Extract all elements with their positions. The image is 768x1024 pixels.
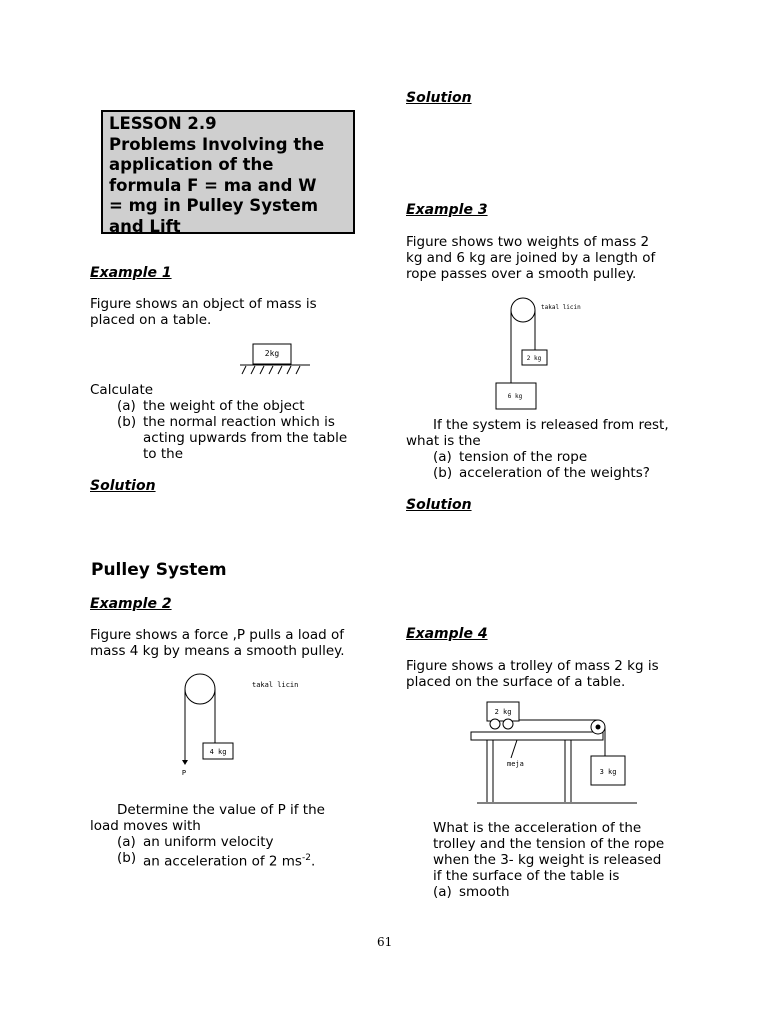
load-label: 4 kg [209, 748, 227, 756]
example4-questions [433, 820, 703, 900]
example2-text [90, 627, 345, 659]
lesson-number: LESSON 2.9 [109, 114, 217, 133]
question-part: (a) tension of the rope [433, 449, 588, 465]
example1-heading: Example 1 [90, 265, 172, 281]
calculate-label: Calculate [90, 382, 154, 398]
solution-heading: Solution [406, 90, 472, 106]
lesson-title-line: = mg in Pulley System [109, 196, 319, 215]
lesson-title-line: formula F = ma and W [109, 175, 317, 195]
question-line: What is the acceleration of the [433, 820, 642, 836]
large-mass-label: 6 kg [507, 393, 523, 400]
question-line: trolley and the tension of the rope [433, 836, 665, 852]
example1-text-line: Figure shows an object of mass is [90, 296, 317, 312]
small-mass-label: 2 kg [526, 355, 542, 362]
question-part: (b) the normal reaction which is acting upwards from the table to the [117, 414, 348, 462]
example4-heading: Example 4 [406, 626, 488, 642]
page-number: 61 [377, 935, 393, 949]
pulley-wheel [511, 298, 535, 322]
pulley-axle [596, 725, 601, 730]
example3-heading: Example 3 [406, 202, 488, 218]
example3-text-line: Figure shows two weights of mass 2 [406, 234, 650, 250]
hanging-weight-label: 3 kg [599, 768, 617, 776]
pulley-label: takal licin [541, 304, 581, 311]
determine-line: load moves with [90, 818, 201, 834]
lesson-title-line: Problems Involving the [109, 134, 325, 154]
release-line: what is the [406, 433, 481, 449]
example1-questions [90, 382, 370, 462]
example3-text [406, 234, 655, 282]
trolley-label: 2 kg [494, 708, 512, 716]
question-part: (b) acceleration of the weights? [433, 465, 650, 481]
table-top [471, 732, 603, 740]
example3-text-line: kg and 6 kg are joined by a length of [406, 250, 656, 266]
mass-block-label: 2kg [264, 349, 280, 358]
example2-heading: Example 2 [90, 596, 172, 612]
example4-text-line: placed on the surface of a table. [406, 674, 626, 690]
single-pulley-figure [170, 670, 299, 785]
example3-solution-heading: Solution [406, 497, 472, 513]
table-label: meja [507, 760, 524, 768]
example1-text-line: placed on a table. [90, 312, 212, 328]
trolley-wheel [503, 719, 513, 729]
question-part: (a) an uniform velocity [117, 834, 274, 850]
example2-text-line: mass 4 kg by means a smooth pulley. [90, 643, 345, 659]
example3-text-line: rope passes over a smooth pulley. [406, 266, 637, 282]
lesson-title-line: application of the [109, 155, 274, 174]
release-line: If the system is released from rest, [433, 417, 669, 433]
table-label-pointer [511, 740, 517, 758]
lesson-title-line: and Lift [109, 216, 181, 236]
example1-text [90, 296, 317, 328]
table-hatching [242, 366, 300, 374]
example4-text-line: Figure shows a trolley of mass 2 kg is [406, 658, 659, 674]
example1-solution-heading: Solution [90, 478, 156, 494]
question-line: if the surface of the table is [433, 868, 620, 884]
example2-text-line: Figure shows a force ,P pulls a load of [90, 627, 344, 643]
question-part: (b) an acceleration of 2 $ms^{-2}$. [117, 850, 316, 870]
determine-line: Determine the value of P if the [117, 802, 325, 818]
force-label: P [181, 769, 187, 777]
trolley-wheel [490, 719, 500, 729]
pulley-wheel [185, 674, 215, 704]
question-line: when the 3- kg weight is released [433, 852, 662, 868]
pulley-label: takal licin [252, 681, 299, 689]
force-arrow [182, 760, 188, 765]
example3-questions [406, 417, 696, 481]
example4-text [406, 658, 659, 690]
lesson-title-box [101, 110, 355, 234]
mass-on-table-figure [236, 340, 316, 380]
question-part: (a) the weight of the object [117, 398, 305, 414]
trolley-on-table-figure [465, 696, 645, 808]
example2-questions [90, 802, 380, 870]
two-mass-pulley-figure [490, 293, 600, 413]
section-title: Pulley System [91, 560, 227, 580]
question-part: (a) smooth [433, 884, 510, 900]
